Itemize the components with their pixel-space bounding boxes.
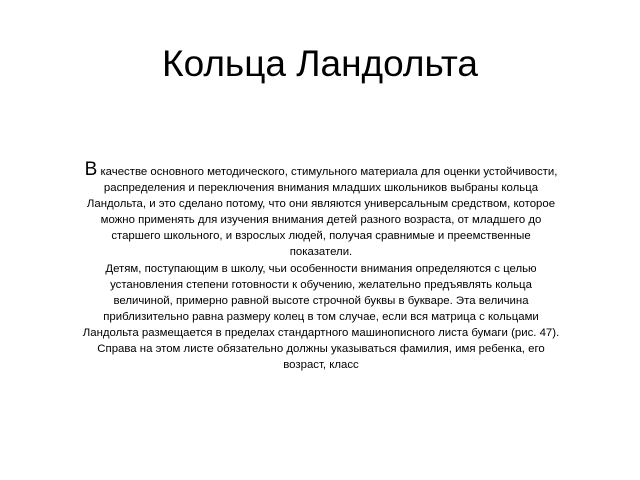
paragraph-1 [82, 159, 560, 261]
paragraph-1-lead: В [84, 159, 98, 180]
slide-body [82, 159, 560, 373]
paragraph-1-text: качестве основного методического, стимульного материала для оценки устойчивости, распределения и переключения внимания младших школьников выбраны кольца Ландольта, и это сделано потому, что они являются универсальным средством, которое можно применять для изучения внимания детей разного возраста, от младшего до старшего школьного, и взрослых людей, получая сравнимые и преемственные показатели. [86, 166, 558, 259]
slide-title: Кольца Ландольта [162, 43, 478, 84]
paragraph-2: Детям, поступающим в школу, чьи особенности внимания определяются с целью установления степени готовности к обучению, желательно предъявлять кольца величиной, примерно равной высоте строчной буквы в букваре. Эта величина приблизительно равна размеру колец в том случае, если вся матрица с кольцами Ландольта размещается в пределах стандартного машинописного листа бумаги (рис. 47). Справа на этом листе обязательно должны указываться фамилия, имя ребенка, его возраст, класс [82, 262, 560, 372]
